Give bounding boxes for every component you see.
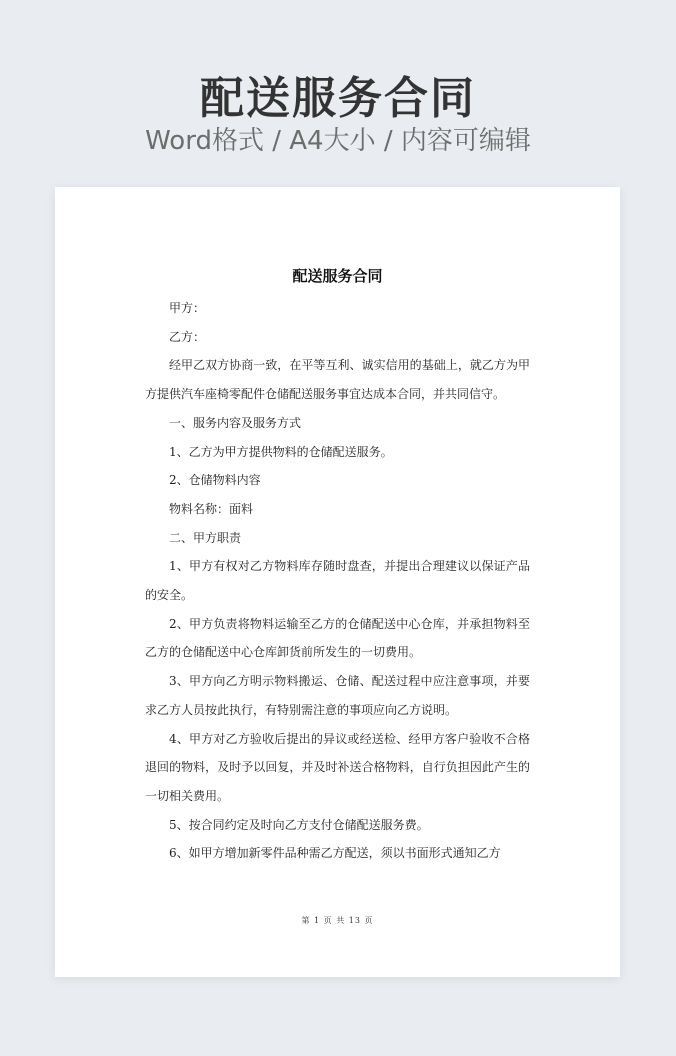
document-page [55, 187, 620, 977]
clause-paragraph: 3、甲方向乙方明示物料搬运、仓储、配送过程中应注意事项，并要求乙方人员按此执行，有特别需注意的事项应向乙方说明。 [145, 674, 530, 717]
material-name-line: 物料名称：面料 [169, 501, 254, 516]
clause-paragraph: 2、甲方负责将物料运输至乙方的仓储配送中心仓库，并承担物料至乙方的仓储配送中心仓库卸货前所发生的一切费用。 [145, 616, 530, 660]
clause-paragraph: 1、乙方为甲方提供物料的仓储配送服务。 [169, 444, 393, 459]
clause-paragraph: 4、甲方对乙方验收后提出的异议或经送检、经甲方客户验收不合格退回的物料，及时予以回复，并及时补送合格物料，自行负担因此产生的一切相关费用。 [145, 731, 530, 803]
party-a-line: 甲方： [169, 301, 206, 315]
clause-paragraph: 5、按合同约定及时向乙方支付仓储配送服务费。 [169, 817, 429, 832]
party-b-line: 乙方： [169, 329, 206, 344]
preamble-paragraph: 经甲乙双方协商一致，在平等互利、诚实信用的基础上，就乙方为甲方提供汽车座椅零配件仓储配送服务事宜达成本合同，并共同信守。 [145, 358, 530, 402]
banner-title: 配送服务合同 [200, 73, 476, 124]
section-heading-party-a: 二、甲方职责 [169, 530, 242, 545]
section-heading-service: 一、服务内容及服务方式 [169, 415, 302, 430]
document-title: 配送服务合同 [292, 267, 383, 285]
clause-paragraph: 2、仓储物料内容 [169, 473, 261, 488]
clause-paragraph: 6、如甲方增加新零件品种需乙方配送，须以书面形式通知乙方 [169, 846, 501, 861]
document-body [145, 294, 530, 868]
banner-subtitle: Word格式 / A4大小 / 内容可编辑 [145, 126, 531, 156]
page-number-footer: 第 1 页 共 13 页 [301, 916, 374, 925]
clause-paragraph: 1、甲方有权对乙方物料库存随时盘查，并提出合理建议以保证产品的安全。 [145, 559, 530, 603]
